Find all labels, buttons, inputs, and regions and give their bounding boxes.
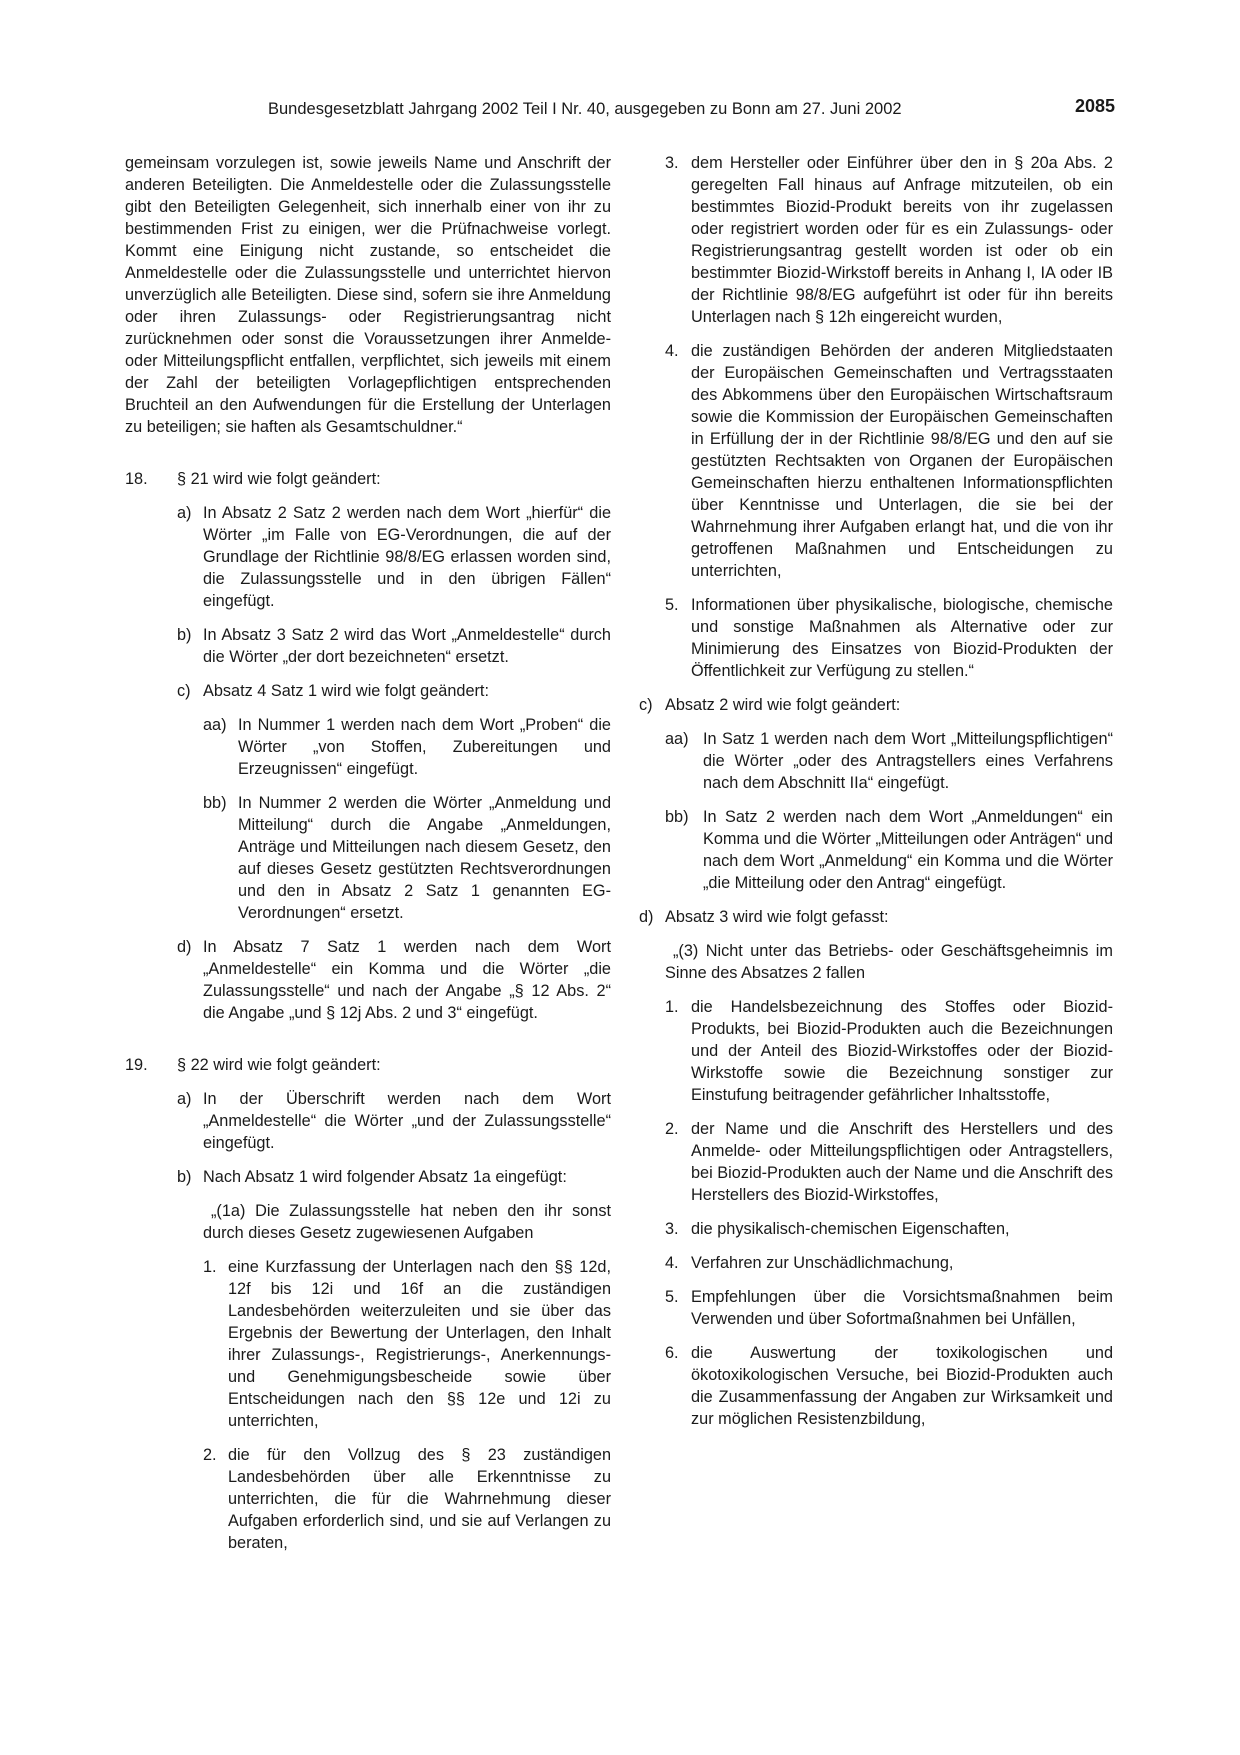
item-text: Absatz 2 wird wie folgt geändert: (665, 696, 901, 714)
item-number: 19. (125, 1056, 148, 1074)
item-19-d-3 (665, 1218, 1113, 1240)
item-18 (125, 468, 611, 490)
item-18-b (125, 624, 611, 668)
item-label: 1. (203, 1258, 217, 1276)
item-text: In der Überschrift werden nach dem Wort „Anmeldestelle“ die Wörter „und der Zulassungsstelle“ eingefügt. (203, 1090, 611, 1152)
item-text: Absatz 4 Satz 1 wird wie folgt geändert: (203, 682, 489, 700)
item-18-a (125, 502, 611, 612)
item-19-b-4 (665, 340, 1113, 582)
item-label: bb) (665, 808, 689, 826)
item-label: aa) (665, 730, 689, 748)
item-19-b-5 (665, 594, 1113, 682)
item-label: a) (177, 1090, 192, 1108)
item-label: d) (639, 908, 654, 926)
item-19-d-1 (665, 996, 1113, 1106)
item-label: d) (177, 938, 192, 956)
item-text: die Auswertung der toxikologischen und ökotoxikologischen Versuche, bei Biozid-Produkten auch die Zusammenfassung der Angaben zur Wirksamkeit und zur möglichen Resistenzbildung, (691, 1344, 1113, 1428)
item-text: In Satz 2 werden nach dem Wort „Anmeldungen“ ein Komma und die Wörter „Mitteilungen oder Anträgen“ und nach dem Wort „Anmeldung“ ein Komma und die Wörter „die Mitteilung oder den Antrag“ eingefügt. (703, 808, 1113, 892)
item-text: In Absatz 3 Satz 2 wird das Wort „Anmeldestelle“ durch die Wörter „der dort bezeichneten“ ersetzt. (203, 626, 611, 666)
item-label: aa) (203, 716, 227, 734)
item-label: 2. (665, 1120, 679, 1138)
item-19-d-5 (665, 1286, 1113, 1330)
item-text: die für den Vollzug des § 23 zuständigen Landesbehörden über alle Erkenntnisse zu unterrichten, die für die Wahrnehmung dieser Aufgaben erforderlich sind, und sie auf Verlangen zu beraten, (228, 1446, 611, 1552)
item-19-b-3 (665, 152, 1113, 328)
item-19-d-6 (665, 1342, 1113, 1430)
item-19-b-1 (125, 1256, 611, 1432)
item-label: 4. (665, 1254, 679, 1272)
item-18-d (125, 936, 611, 1024)
running-title: Bundesgesetzblatt Jahrgang 2002 Teil I Nr. 40, ausgegeben zu Bonn am 27. Juni 2002 (268, 100, 902, 118)
item-label: 5. (665, 596, 679, 614)
item-text: In Absatz 7 Satz 1 werden nach dem Wort „Anmeldestelle“ ein Komma und die Wörter „die Zulassungsstelle“ und nach der Angabe „§ 12 Abs. 2“ die Angabe „und § 12j Abs. 2 und 3“ eingefügt. (203, 938, 611, 1022)
item-text: Absatz 3 wird wie folgt gefasst: (665, 908, 889, 926)
item-label: 5. (665, 1288, 679, 1306)
item-19 (125, 1054, 611, 1076)
item-text: § 21 wird wie folgt geändert: (177, 470, 381, 488)
item-19-d (639, 906, 1113, 928)
item-18-c (125, 680, 611, 702)
item-19-b (125, 1166, 611, 1188)
item-text: die Handelsbezeichnung des Stoffes oder Biozid-Produkts, bei Biozid-Produkten auch die Bezeichnungen und der Anteil des Biozid-Wirkstoffes oder der Biozid-Wirkstoffe sowie die Bezeichnung sonstiger zur Einstufung beitragender gefährlicher Inhaltsstoffe, (691, 998, 1113, 1104)
item-text: In Nummer 2 werden die Wörter „Anmeldung und Mitteilung“ durch die Angabe „Anmeldungen, Anträge und Mitteilungen nach diesem Gesetz, den auf dieses Gesetz gestützten Rechtsverordnungen und den in Absatz 2 Satz 1 genannten EG-Verordnungen“ ersetzt. (238, 794, 611, 922)
item-text: dem Hersteller oder Einführer über den in § 20a Abs. 2 geregelten Fall hinaus auf Anfrage mitzuteilen, ob ein bestimmtes Biozid-Produkt bereits von ihr zugelassen oder registriert worden oder für es ein Zulassungs- oder Registrierungsantrag gestellt worden ist oder ob ein bestimmter Biozid-Wirkstoff bereits in Anhang I, IA oder IB der Richtlinie 98/8/EG aufgeführt ist oder für ihn bereits Unterlagen nach § 12h eingereicht wurden, (691, 154, 1113, 326)
item-text: der Name und die Anschrift des Herstellers und des Anmelde- oder Mitteilungspflichtigen oder Antragstellers, bei Biozid-Produkten auch der Name und die Anschrift des Herstellers des Biozid-Wirkstoffes, (691, 1120, 1113, 1204)
left-column (125, 152, 611, 1554)
item-text: Verfahren zur Unschädlichmachung, (691, 1254, 954, 1272)
item-text: Empfehlungen über die Vorsichtsmaßnahmen beim Verwenden und über Sofortmaßnahmen bei Unfällen, (691, 1288, 1113, 1328)
running-header (0, 98, 1240, 128)
item-label: a) (177, 504, 192, 522)
item-label: 3. (665, 154, 679, 172)
item-label: b) (177, 626, 192, 644)
item-label: 1. (665, 998, 679, 1016)
item-label: c) (177, 682, 191, 700)
item-text: Nach Absatz 1 wird folgender Absatz 1a eingefügt: (203, 1168, 567, 1186)
item-19-a (125, 1088, 611, 1154)
item-label: 6. (665, 1344, 679, 1362)
quoted-paragraph: „(1a) Die Zulassungsstelle hat neben den ihr sonst durch dieses Gesetz zugewiesenen Aufgaben (203, 1202, 611, 1242)
item-text: eine Kurzfassung der Unterlagen nach den §§ 12d, 12f bis 12i und 16f an die zuständigen Landesbehörden weiterzuleiten und sie über das Ergebnis der Bewertung der Unterlagen, den Inhalt ihrer Zulassungs-, Registrierungs-, Anerkennungs- und Genehmigungsbescheide sowie über Entscheidungen nach den §§ 12e und 12i zu unterrichten, (228, 1258, 611, 1430)
item-19-c-aa (665, 728, 1113, 794)
item-label: 4. (665, 342, 679, 360)
right-column (639, 152, 1113, 1430)
item-19-d-2 (665, 1118, 1113, 1206)
item-label: b) (177, 1168, 192, 1186)
item-text: In Nummer 1 werden nach dem Wort „Proben“ die Wörter „von Stoffen, Zubereitungen und Erzeugnissen“ eingefügt. (238, 716, 611, 778)
item-text: die physikalisch-chemischen Eigenschaften, (691, 1220, 1010, 1238)
item-text: Informationen über physikalische, biologische, chemische und sonstige Maßnahmen als Alternative oder zur Minimierung des Einsatzes von Biozid-Produkten der Öffentlichkeit zur Verfügung zu stellen.“ (691, 596, 1113, 680)
item-19-c (639, 694, 1113, 716)
item-number: 18. (125, 470, 148, 488)
continued-paragraph: gemeinsam vorzulegen ist, sowie jeweils Name und Anschrift der anderen Beteiligten. Die Anmeldestelle oder die Zulassungsstelle gibt den Beteiligten Gelegenheit, sich innerhalb einer von ihr zu bestimmenden Frist zu einigen, wer die Prüfnachweise vorlegt. Kommt eine Einigung nicht zustande, so entscheidet die Anmeldestelle oder die Zulassungsstelle und unterrichtet hiervon unverzüglich alle Beteiligten. Diese sind, sofern sie ihre Anmeldung oder ihren Zulassungs- oder Registrierungsantrag nicht zurücknehmen oder sonst die Voraussetzungen ihrer Anmelde- oder Mitteilungspflicht entfallen, verpflichtet, sich jeweils mit einem der Zahl der beteiligten Vorlagepflichtigen entsprechenden Bruchteil an den Aufwendungen für die Erstellung der Unterlagen zu beteiligen; sie haften als Gesamtschuldner.“ (125, 154, 611, 436)
item-label: 3. (665, 1220, 679, 1238)
item-text: In Satz 1 werden nach dem Wort „Mitteilungspflichtigen“ die Wörter „oder des Antragstellers eines Verfahrens nach dem Abschnitt IIa“ eingefügt. (703, 730, 1113, 792)
item-label: 2. (203, 1446, 217, 1464)
item-label: bb) (203, 794, 227, 812)
item-text: die zuständigen Behörden der anderen Mitgliedstaaten der Europäischen Gemeinschaften und Vertragsstaaten des Abkommens über den Europäischen Wirtschaftsraum sowie die Kommission der Europäischen Gemeinschaften in Erfüllung der in der Richtlinie 98/8/EG und den auf sie gestützten Rechtsakten von Organen der Europäischen Gemeinschaften hierzu enthaltenen Informationspflichten über Kenntnisse und Unterlagen, die sie bei der Wahrnehmung ihrer Aufgaben erlangt hat, und die von ihr getroffenen Maßnahmen und Entscheidungen zu unterrichten, (691, 342, 1113, 580)
item-18-c-aa (125, 714, 611, 780)
item-label: c) (639, 696, 653, 714)
item-19-c-bb (665, 806, 1113, 894)
item-text: In Absatz 2 Satz 2 werden nach dem Wort „hierfür“ die Wörter „im Falle von EG-Verordnungen, die auf der Grundlage der Richtlinie 98/8/EG erlassen worden sind, die Zulassungsstelle und in den übrigen Fällen“ eingefügt. (203, 504, 611, 610)
item-19-d-4 (665, 1252, 1113, 1274)
item-text: § 22 wird wie folgt geändert: (177, 1056, 381, 1074)
item-19-b-2 (125, 1444, 611, 1554)
item-18-c-bb (125, 792, 611, 924)
page-number: 2085 (1074, 96, 1115, 116)
quoted-paragraph: „(3) Nicht unter das Betriebs- oder Geschäftsgeheimnis im Sinne des Absatzes 2 fallen (665, 942, 1113, 982)
